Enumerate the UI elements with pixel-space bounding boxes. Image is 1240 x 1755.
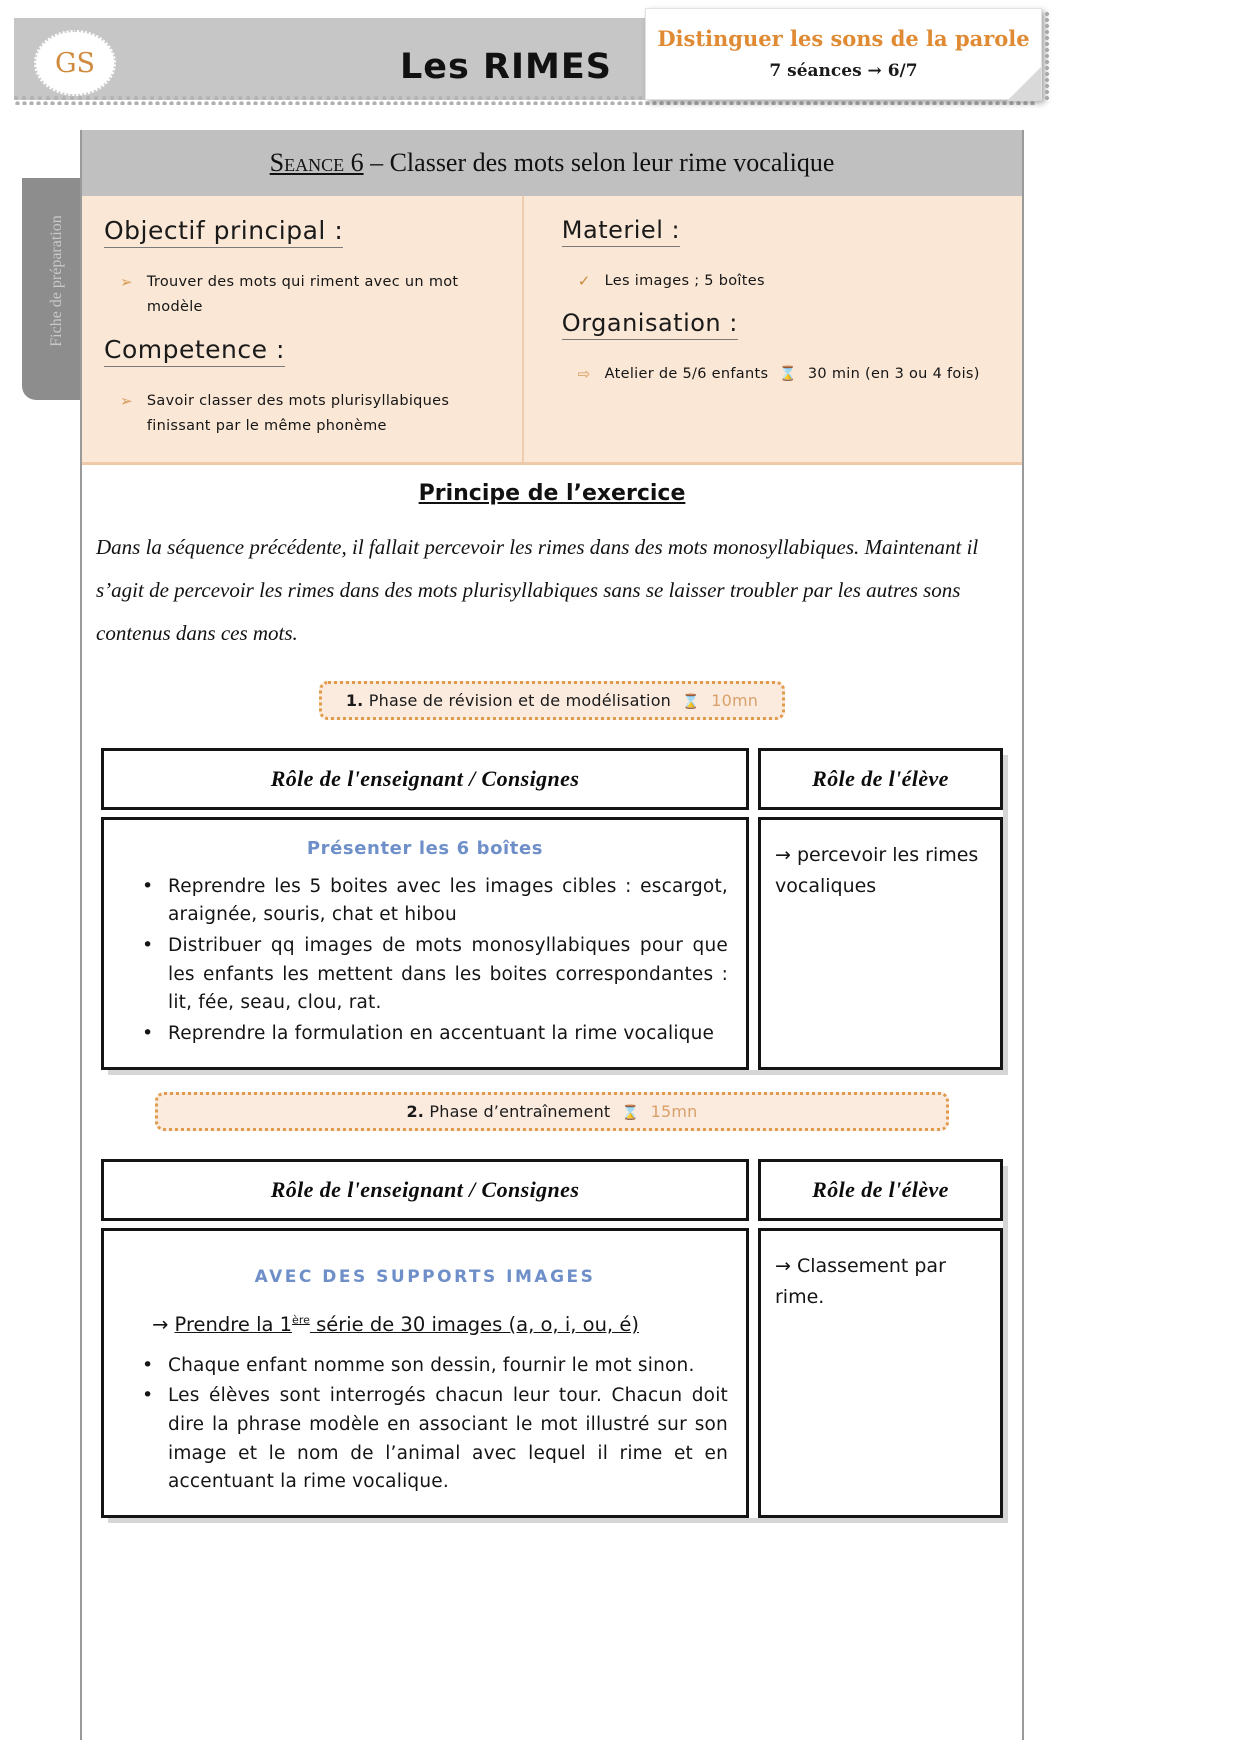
- materiel-bullet: [578, 269, 1004, 295]
- side-tab: [22, 178, 86, 400]
- list-item: • Reprendre les 5 boites avec les images cibles : escargot, araignée, souris, chat et hibou: [168, 873, 728, 930]
- phase2-header-teacher-label: Rôle de l'enseignant / Consignes: [270, 1176, 580, 1202]
- right-arrow-icon: ⇨: [577, 364, 591, 383]
- seance-dash: –: [370, 148, 384, 177]
- principe-title: Principe de l’exercice: [418, 480, 686, 506]
- page-title: Les RIMES: [400, 47, 612, 87]
- hourglass-icon: ⌛: [779, 365, 797, 382]
- list-item: • Reprendre la formulation en accentuant la rime vocalique: [168, 1020, 728, 1049]
- phase1-header-teacher-cell: [101, 748, 749, 810]
- phase2-header-pupil-label: Rôle de l'élève: [812, 1176, 949, 1202]
- seance-heading: [270, 148, 835, 178]
- objectif-bullet-text: Trouver des mots qui riment avec un mot modèle: [146, 274, 459, 316]
- phase1-pupil-text: → percevoir les rimes vocaliques: [775, 843, 979, 897]
- objectif-heading: Objectif principal :: [104, 216, 343, 248]
- phase2-arrow-line: [152, 1313, 728, 1336]
- phase1-teacher-cell: [101, 817, 749, 1070]
- phase1-number: 1.: [345, 690, 364, 710]
- materiel-heading: Materiel :: [562, 216, 680, 247]
- organisation-heading: Organisation :: [562, 309, 738, 340]
- phase2-number: 2.: [406, 1101, 425, 1121]
- info-grid: [82, 196, 1022, 465]
- phase2-teacher-cell: [101, 1228, 749, 1518]
- principe-paragraph: Dans la séquence précédente, il fallait percevoir les rimes dans des mots monosyllabiques. Maintenant il s’agit de percevoir les rimes dans des mots plurisyllabiques sans se laisser troubler par les autres sons contenus dans ces mots.: [96, 534, 979, 645]
- phase2-bullet-list: [122, 1352, 728, 1497]
- phase1-label: Phase de révision et de modélisation: [368, 690, 672, 710]
- phase2-arrow-text-a: Prendre la 1: [174, 1312, 293, 1336]
- grade-level-badge: GS: [34, 30, 116, 96]
- phase1-banner-wrap: [82, 681, 1022, 720]
- phase2-banner-wrap: [82, 1092, 1022, 1131]
- phase1-header-teacher-label: Rôle de l'enseignant / Consignes: [270, 765, 580, 791]
- phase1-header-pupil-label: Rôle de l'élève: [812, 765, 949, 791]
- document-sheet: [80, 130, 1024, 1740]
- phase2-header-pupil-cell: [758, 1159, 1003, 1221]
- seance-number: Seance 6: [269, 148, 364, 177]
- check-icon: ✓: [577, 272, 591, 290]
- side-tab-label: Fiche de préparation: [48, 215, 65, 347]
- phase2-table: [101, 1159, 1003, 1518]
- arrow-bullet-icon: ➢: [120, 391, 133, 410]
- phase1-table-header: [101, 748, 1003, 810]
- phase2-table-header: [101, 1159, 1003, 1221]
- objectif-column: [82, 196, 524, 462]
- seance-title: Classer des mots selon leur rime vocalique: [389, 148, 835, 177]
- list-item: • Distribuer qq images de mots monosyllabiques pour que les enfants les mettent dans les boites correspondantes : lit, fée, seau, clou, rat.: [168, 932, 728, 1018]
- phase2-duration: 15mn: [650, 1101, 698, 1121]
- right-arrow-icon: →: [152, 1312, 175, 1336]
- materiel-column: [524, 196, 1022, 462]
- competence-bullet: [120, 389, 504, 440]
- phase1-table-body: [101, 817, 1003, 1070]
- phase1-header-pupil-cell: [758, 748, 1003, 810]
- phase2-banner: [155, 1092, 949, 1131]
- phase1-duration: 10mn: [711, 690, 759, 710]
- competence-heading: Competence :: [104, 335, 285, 367]
- phase1-bullet-list: [122, 873, 728, 1049]
- arrow-bullet-icon: ➢: [120, 273, 133, 291]
- phase1-banner: [319, 681, 785, 720]
- materiel-bullet-text: Les images ; 5 boîtes: [604, 273, 765, 289]
- organisation-bullet: [578, 362, 1004, 388]
- phase2-label: Phase d’entraînement: [429, 1101, 611, 1121]
- phase2-pupil-cell: [758, 1228, 1003, 1518]
- phase2-table-body: [101, 1228, 1003, 1518]
- seance-bar: [82, 130, 1022, 196]
- phase2-subtitle: AVEC DES SUPPORTS IMAGES: [254, 1266, 596, 1287]
- list-item: • Chaque enfant nomme son dessin, fournir le mot sinon.: [168, 1352, 728, 1381]
- organisation-bullet-text: [605, 362, 980, 388]
- competence-bullet-text: Savoir classer des mots plurisyllabiques finissant par le même phonème: [146, 392, 450, 435]
- topic-session-count: 7 séances → 6/7: [769, 61, 918, 81]
- list-item: • Les élèves sont interrogés chacun leur tour. Chacun doit dire la phrase modèle en associant le mot illustré sur son image et le nom de l’animal avec lequel il rime et en accentuant la rime vocalique.: [168, 1382, 728, 1497]
- phase1-subtitle: Présenter les 6 boîtes: [306, 837, 544, 859]
- phase2-header-teacher-cell: [101, 1159, 749, 1221]
- organisation-group-size: Atelier de 5/6 enfants: [604, 365, 769, 382]
- phase2-arrow-sup: ère: [292, 1313, 310, 1327]
- hourglass-icon: ⌛: [682, 693, 700, 710]
- phase2-arrow-text-b: série de 30 images (a, o, i, ou, é): [309, 1312, 639, 1336]
- phase1-pupil-cell: [758, 817, 1003, 1070]
- organisation-duration: 30 min (en 3 ou 4 fois): [807, 365, 980, 382]
- page-fold-icon: [1007, 67, 1041, 101]
- topic-title: Distinguer les sons de la parole: [657, 26, 1030, 51]
- phase1-table: [101, 748, 1003, 1070]
- topic-card: [645, 8, 1042, 100]
- hourglass-icon: ⌛: [621, 1104, 640, 1121]
- objectif-bullet: [120, 270, 504, 321]
- phase2-pupil-text: → Classement par rime.: [775, 1254, 946, 1309]
